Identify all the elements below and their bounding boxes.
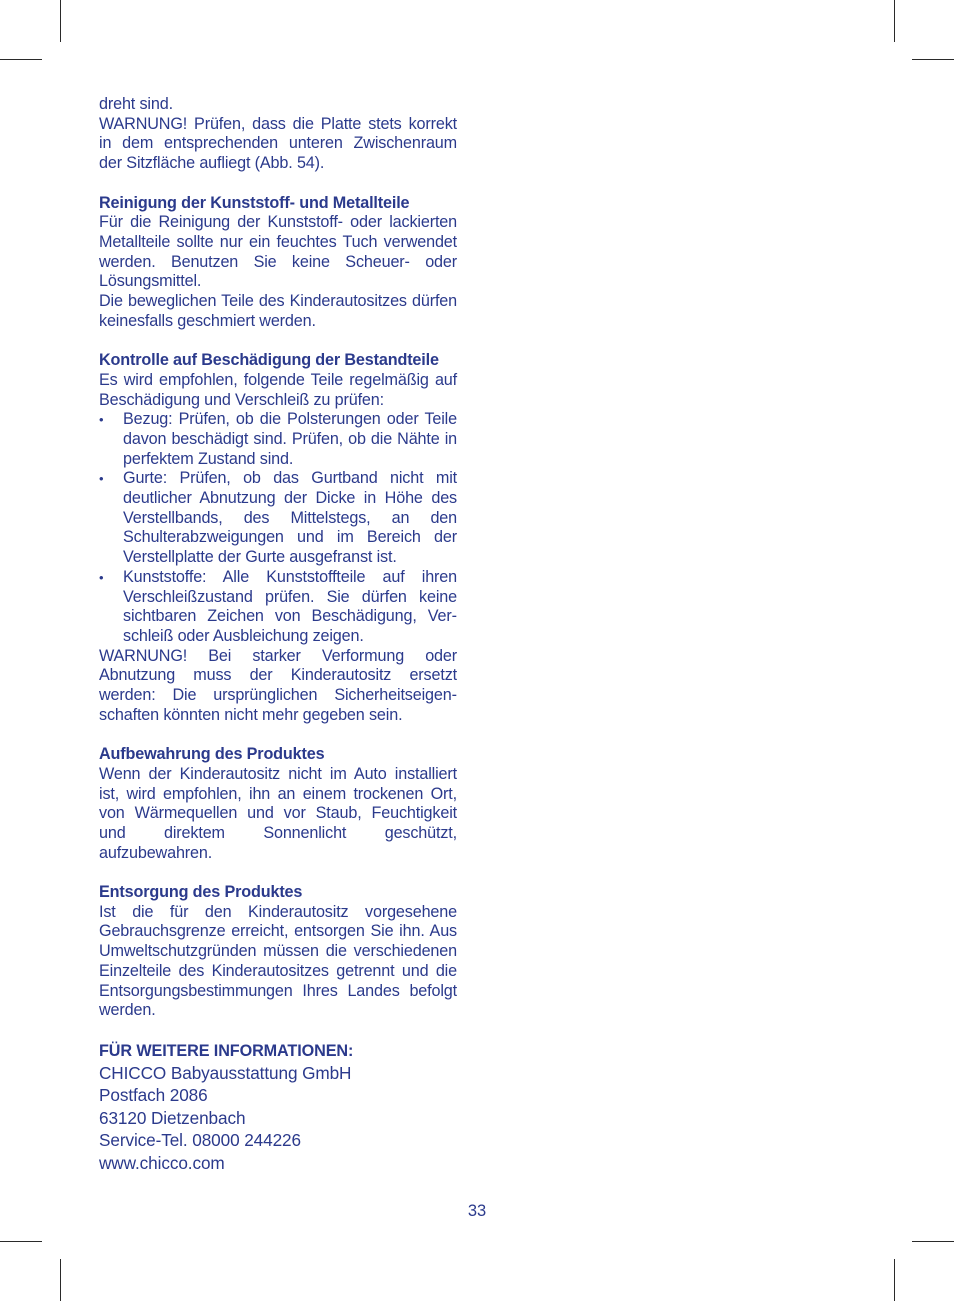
storage-text: Wenn der Kinderautositz nicht im Auto installiert ist, wird empfohlen, ihn an einem trockenen Ort, von Wärmequellen und vor Staub, Feuchtigkeit und direktem Sonnenlicht geschützt, aufzubewahren.: [99, 764, 457, 862]
crop-mark-bottom-right-h: [912, 1241, 954, 1242]
inspection-list: [99, 410, 457, 646]
contact-company: CHICCO Babyausstattung GmbH: [99, 1062, 352, 1083]
disposal-text: Ist die für den Kinderautositz vorgesehene Gebrauchsgrenze erreicht, entsorgen Sie ihn. Aus Umweltschutzgründen müssen die verschiedenen Einzelteile des Kinderautositzes getrennt und die Entsorgungsbestimmungen Ihres Landes befolgt werden.: [99, 902, 457, 1020]
text-column: [99, 95, 457, 1174]
contact-phone: Service-Tel. 08000 244226: [99, 1130, 301, 1151]
crop-mark-bottom-right-v: [894, 1259, 895, 1301]
list-item: • Gurte: Prüfen, ob das Gurtband nicht mit deutlicher Abnutzung der Dicke in Höhe des Verstellbands, des Mittelstegs, an den Schulterabzweigungen und im Bereich der Verstellplatte der Gurte ausgefranst ist.: [99, 469, 457, 568]
inspection-intro: Es wird empfohlen, folgende Teile regelmäßig auf Beschädigung und Verschleiß zu prüfen:: [99, 370, 457, 409]
list-item: • Kunststoffe: Alle Kunststoffteile auf ihren Verschleißzustand prüfen. Sie dürfen keine sichtbaren Zeichen von Beschädigung, Verschleiß oder Ausbleichung zeigen.: [99, 568, 457, 647]
page-number: 33: [467, 1202, 487, 1220]
cleaning-heading: Reinigung der Kunststoff- und Metallteile: [99, 193, 410, 212]
contact-city: 63120 Dietzenbach: [99, 1107, 246, 1128]
contact-heading: FÜR WEITERE INFORMATIONEN:: [99, 1041, 354, 1060]
crop-mark-top-right-v: [894, 0, 895, 42]
storage-heading: Aufbewahrung des Produktes: [99, 745, 325, 764]
inspection-warning: WARNUNG! Bei starker Verformung oder Abnutzung muss der Kinderautositz ersetzt werden: Die ursprünglichen Sicherheitseigenschaften könnten nicht mehr gegeben sein.: [99, 646, 457, 724]
crop-mark-top-left-v: [60, 0, 61, 42]
crop-mark-top-left-h: [0, 59, 42, 60]
contact-website[interactable]: www.chicco.com: [99, 1152, 225, 1173]
cleaning-paragraph-1: Für die Reinigung der Kunststoff- oder lackierten Metallteile sollte nur ein feuchtes Tuch verwendet werden. Benutzen Sie keine Scheuer- oder Lösungsmittel.: [99, 213, 457, 291]
crop-mark-bottom-left-h: [0, 1241, 42, 1242]
inspection-heading: Kontrolle auf Beschädigung der Bestandteile: [99, 351, 439, 370]
disposal-heading: Entsorgung des Produktes: [99, 883, 303, 902]
intro-warning: WARNUNG! Prüfen, dass die Platte stets korrekt in dem entsprechenden unteren Zwischenraum der Sitzfläche aufliegt (Abb. 54).: [99, 114, 457, 173]
cleaning-paragraph-2: Die beweglichen Teile des Kinderautositzes dürfen keinesfalls geschmiert werden.: [99, 292, 457, 330]
intro-line: dreht sind.: [99, 95, 173, 113]
contact-postbox: Postfach 2086: [99, 1085, 208, 1106]
list-item: • Bezug: Prüfen, ob die Polsterungen oder Teile davon beschädigt sind. Prüfen, ob die Nähte in perfektem Zustand sind.: [99, 410, 457, 469]
contact-block: [99, 1041, 457, 1175]
crop-mark-top-right-h: [912, 59, 954, 60]
crop-mark-bottom-left-v: [60, 1259, 61, 1301]
